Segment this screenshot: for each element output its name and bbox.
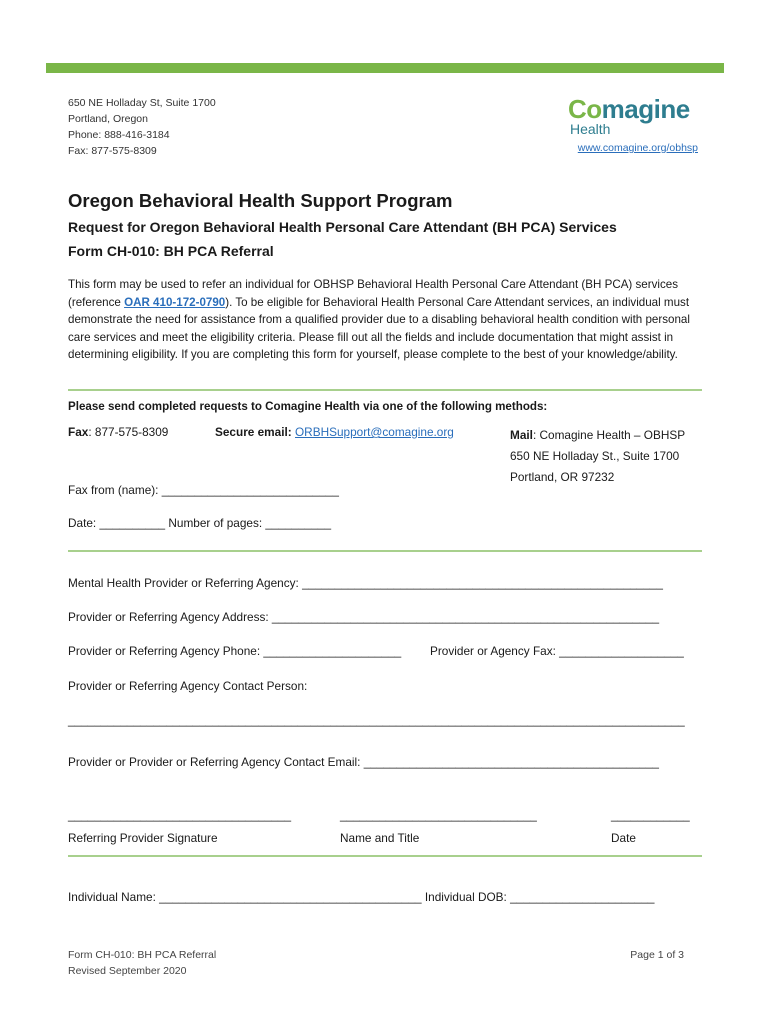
address-field[interactable]: Provider or Referring Agency Address: ___________________________________________________________: [68, 610, 660, 624]
footer-revised: Revised September 2020: [68, 965, 187, 977]
individual-name-dob-field[interactable]: Individual Name: ________________________________________ Individual DOB: ______________________: [68, 890, 655, 904]
signature-line[interactable]: __________________________________: [68, 808, 292, 822]
date-pages-field[interactable]: Date: __________ Number of pages: __________: [68, 516, 332, 530]
send-heading: Please send completed requests to Comagine Health via one of the following methods:: [68, 400, 548, 413]
contact-email-field[interactable]: Provider or Provider or Referring Agency Contact Email: _____________________________________________: [68, 755, 659, 769]
form-title: Form CH-010: BH PCA Referral: [68, 243, 274, 259]
date-line[interactable]: ____________: [611, 808, 690, 822]
mail-line-1: : Comagine Health – OBHSP: [532, 428, 686, 442]
agency-fax-field[interactable]: Provider or Agency Fax: ___________________: [430, 644, 684, 658]
website-link[interactable]: www.comagine.org/obhsp: [577, 142, 698, 154]
phone-field[interactable]: Provider or Referring Agency Phone: _____________________: [68, 644, 402, 658]
program-title: Oregon Behavioral Health Support Program: [68, 190, 453, 211]
email-label: Secure email:: [215, 425, 295, 439]
mail-line-3: Portland, OR 97232: [510, 470, 615, 484]
intro-text-1: This form may be used to refer an individual for OBHSP Behavioral Health Personal Care Attendant (BH PCA) services (reference: [68, 278, 679, 309]
agency-field[interactable]: Mental Health Provider or Referring Agency: _______________________________________________________: [68, 576, 663, 590]
contact-person-label: Provider or Referring Agency Contact Person:: [68, 679, 308, 693]
fax-method: [68, 425, 168, 439]
divider: [68, 855, 702, 857]
request-title: Request for Oregon Behavioral Health Personal Care Attendant (BH PCA) Services: [68, 219, 617, 235]
fax-label: Fax: [68, 425, 89, 439]
fax-line: Fax: 877-575-8309: [68, 145, 157, 157]
oar-link[interactable]: OAR 410-172-0790: [124, 295, 226, 309]
address-line: Portland, Oregon: [68, 113, 148, 125]
phone-line: Phone: 888-416-3184: [68, 129, 170, 141]
logo-sub: Health: [570, 121, 611, 137]
address-line: 650 NE Holladay St, Suite 1700: [68, 97, 216, 109]
contact-person-field[interactable]: ______________________________________________________________________________________________: [68, 713, 685, 727]
divider: [68, 389, 702, 391]
mail-label: Mail: [510, 428, 533, 442]
fax-from-field[interactable]: Fax from (name): ___________________________: [68, 483, 339, 497]
email-link[interactable]: ORBHSupport@comagine.org: [295, 425, 454, 439]
logo-name-first: Co: [568, 94, 602, 124]
fax-value: : 877-575-8309: [88, 425, 169, 439]
top-accent-bar: [46, 63, 724, 73]
email-method: [215, 425, 454, 439]
signature-label: Referring Provider Signature: [68, 831, 218, 845]
intro-text-2: ). To be eligible for Behavioral Health Personal Care Attendant services, an individual must demonstrate the need for assistance from a qualified provider due to a disabling behavioral health condition with personal care services and meet the eligibility criteria. Please fill out all the fields and include documentation that might assist in determining eligibility. If you are completing this form for yourself, please complete to the best of your knowledge/ability.: [68, 295, 690, 361]
footer-form-id: Form CH-010: BH PCA Referral: [68, 949, 217, 961]
divider: [68, 550, 702, 552]
footer-form-info: [68, 947, 216, 979]
comagine-logo: [568, 96, 698, 140]
page-number: Page 1 of 3: [630, 949, 684, 961]
address-block: [68, 95, 216, 159]
mail-method: [510, 425, 685, 488]
intro-paragraph: [68, 276, 708, 364]
logo-name-rest: magine: [601, 94, 690, 124]
name-title-label: Name and Title: [340, 831, 420, 845]
name-title-line[interactable]: ______________________________: [340, 808, 537, 822]
date-label: Date: [611, 831, 636, 845]
mail-line-2: 650 NE Holladay St., Suite 1700: [510, 449, 680, 463]
